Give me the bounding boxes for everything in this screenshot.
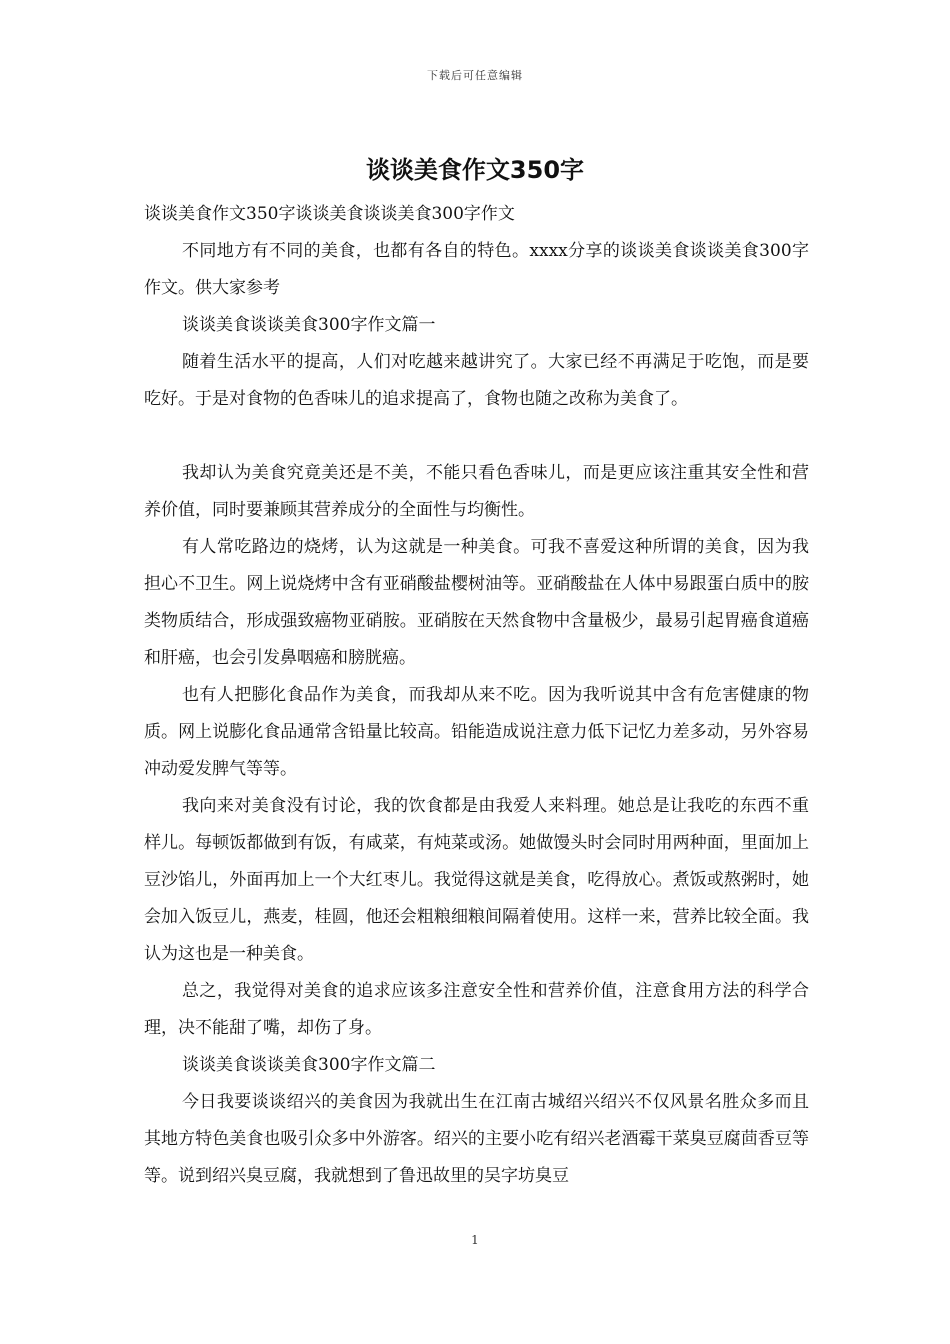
paragraph-intro: 不同地方有不同的美食，也都有各自的特色。xxxx分享的谈谈美食谈谈美食300字作文。供大家参考 — [144, 241, 809, 298]
paragraph: 随着生活水平的提高，人们对吃越来越讲究了。大家已经不再满足于吃饱，而是要吃好。于是对食物的色香味儿的追求提高了，食物也随之改称为美食了。 — [144, 352, 809, 409]
paragraph: 我却认为美食究竟美还是不美，不能只看色香味儿，而是更应该注重其安全性和营养价值，同时要兼顾其营养成分的全面性与均衡性。 — [144, 463, 809, 520]
paragraph: 也有人把膨化食品作为美食，而我却从来不吃。因为我听说其中含有危害健康的物质。网上说膨化食品通常含铅量比较高。铅能造成说注意力低下记忆力差多动，另外容易冲动爱发脾气等等。 — [144, 685, 809, 779]
blank-line — [144, 418, 809, 455]
paragraph: 有人常吃路边的烧烤，认为这就是一种美食。可我不喜爱这种所谓的美食，因为我担心不卫生。网上说烧烤中含有亚硝酸盐樱树油等。亚硝酸盐在人体中易跟蛋白质中的胺类物质结合，形成强致癌物亚硝胺。亚硝胺在天然食物中含量极少，最易引起胃癌食道癌和肝癌，也会引发鼻咽癌和膀胱癌。 — [144, 537, 809, 668]
paragraph: 今日我要谈谈绍兴的美食因为我就出生在江南古城绍兴绍兴不仅风景名胜众多而且其地方特色美食也吸引众多中外游客。绍兴的主要小吃有绍兴老酒霉干菜臭豆腐茴香豆等等。说到绍兴臭豆腐，我就想到了鲁迅故里的吴字坊臭豆 — [144, 1092, 809, 1186]
page-number: 1 — [471, 1233, 479, 1247]
paragraph: 我向来对美食没有讨论，我的饮食都是由我爱人来料理。她总是让我吃的东西不重样儿。每顿饭都做到有饭，有咸菜，有炖菜或汤。她做馒头时会同时用两种面，里面加上豆沙馅儿，外面再加上一个大红枣儿。我觉得这就是美食，吃得放心。煮饭或熬粥时，她会加入饭豆儿，燕麦，桂圆，他还会粗粮细粮间隔着使用。这样一来，营养比较全面。我认为这也是一种美食。 — [144, 796, 809, 964]
header-note: 下载后可任意编辑 — [427, 69, 523, 82]
section-heading-2: 谈谈美食谈谈美食300字作文篇二 — [182, 1055, 436, 1075]
paragraph: 总之，我觉得对美食的追求应该多注意安全性和营养价值，注意食用方法的科学合理，决不能甜了嘴，却伤了身。 — [144, 981, 809, 1038]
section-heading-1: 谈谈美食谈谈美食300字作文篇一 — [182, 315, 436, 335]
document-title: 谈谈美食作文350字 — [365, 156, 585, 184]
paragraph-intro-heading: 谈谈美食作文350字谈谈美食谈谈美食300字作文 — [144, 204, 515, 224]
document-body — [144, 196, 809, 1195]
